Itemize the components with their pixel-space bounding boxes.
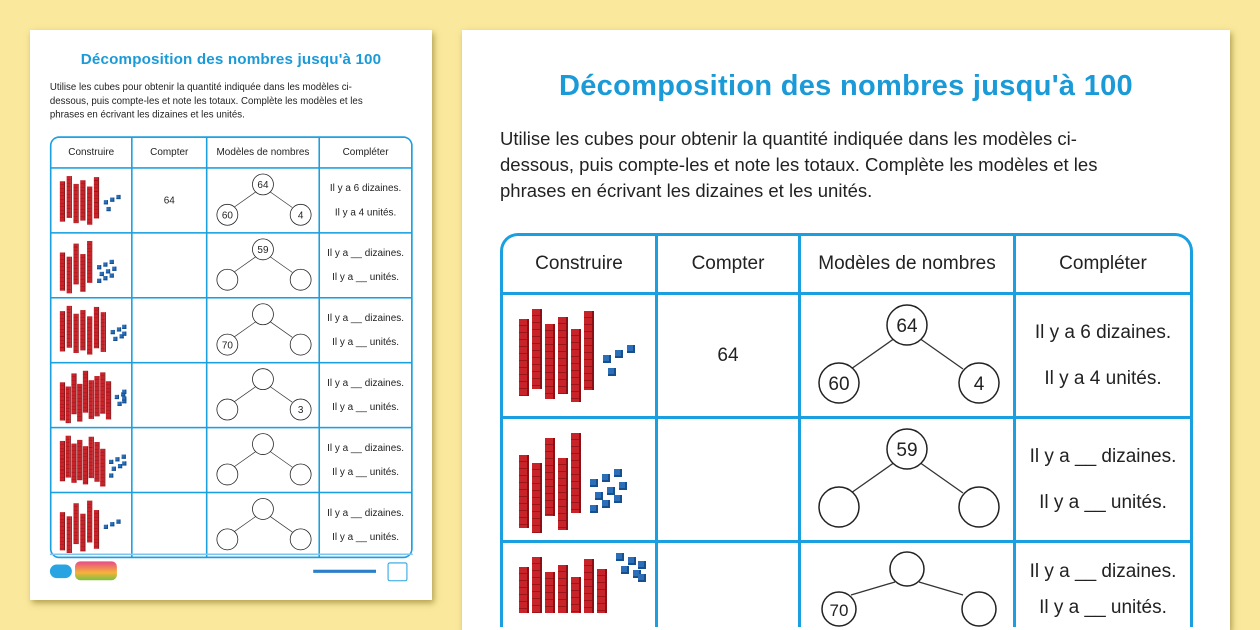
- model-value-top: 64: [257, 180, 269, 192]
- ten-rod: [80, 180, 85, 220]
- sentence-cell: [320, 428, 411, 491]
- sentence-cell: [320, 169, 411, 232]
- ten-rod: [584, 311, 594, 390]
- worksheet-table: [500, 233, 1193, 627]
- unit-cube: [614, 469, 622, 477]
- table-header: [51, 138, 411, 167]
- ten-rod: [106, 381, 111, 419]
- base-ten-blocks: [51, 169, 131, 232]
- model-value-left: 60: [828, 374, 850, 395]
- brand-logo: [50, 564, 72, 578]
- header-completer: Compléter: [1016, 236, 1190, 292]
- unit-cube: [103, 276, 107, 280]
- unit-cube: [104, 200, 108, 204]
- ten-rod: [94, 510, 99, 549]
- ten-rod: [80, 514, 85, 552]
- instructions-line: phrases en écrivant les dizaines et les unités.: [49, 108, 245, 120]
- model-circle-top: [252, 369, 273, 390]
- sentence-tens[interactable]: Il y a __ dizaines.: [327, 312, 404, 324]
- unit-cube: [112, 267, 116, 271]
- ten-rod: [545, 324, 555, 399]
- sentence-ones[interactable]: Il y a __ unités.: [332, 466, 400, 478]
- ten-rod: [545, 438, 555, 516]
- sentence-cell: [1016, 543, 1190, 627]
- model-connector: [269, 451, 292, 467]
- unit-cube: [110, 522, 114, 526]
- ten-rod: [94, 177, 99, 219]
- ten-rod: [73, 314, 78, 353]
- ten-rod: [77, 384, 82, 422]
- count-cell[interactable]: [133, 169, 206, 232]
- ten-rod: [571, 577, 581, 613]
- model-value-top: 59: [896, 440, 918, 461]
- unit-cube: [628, 557, 636, 565]
- count-cell[interactable]: [658, 419, 798, 540]
- count-cell[interactable]: [133, 428, 206, 491]
- ten-rod: [67, 176, 72, 218]
- ten-rod: [545, 572, 555, 613]
- ten-rod: [71, 444, 76, 483]
- sentence-tens[interactable]: Il y a __ dizaines.: [1029, 561, 1177, 582]
- header-compter: Compter: [133, 138, 206, 167]
- count-cell[interactable]: [658, 295, 798, 416]
- footer-link: [313, 570, 376, 573]
- part-whole-model: [207, 169, 318, 232]
- sentence-ones[interactable]: Il y a __ unités.: [1039, 491, 1167, 513]
- count-value: 64: [717, 344, 739, 366]
- ten-rod: [100, 449, 105, 487]
- model-circle-left: [217, 529, 238, 550]
- model-circle-top: [890, 552, 924, 586]
- model-circle-left: [217, 464, 238, 485]
- ten-rod: [87, 187, 92, 225]
- part-whole-model: [207, 428, 318, 491]
- model-value-right: 3: [297, 405, 304, 417]
- unit-cube: [602, 500, 610, 508]
- count-cell[interactable]: [133, 493, 206, 556]
- ten-rod: [73, 184, 78, 223]
- table-row: [503, 295, 1190, 416]
- ten-rod: [60, 441, 65, 481]
- ten-rod: [558, 317, 568, 394]
- worksheet-title: Décomposition des nombres jusqu'à 100: [80, 50, 382, 68]
- ten-rod: [519, 319, 529, 396]
- instructions-line: dessous, puis compte-les et note les totaux. Complète les modèles et les: [49, 94, 363, 106]
- header-compter: Compter: [658, 236, 798, 292]
- model-value-right: 4: [973, 374, 985, 395]
- unit-cube: [590, 479, 598, 487]
- sentence-tens[interactable]: Il y a __ dizaines.: [327, 442, 404, 454]
- model-connector: [269, 256, 292, 272]
- header-modeles: Modèles de nombres: [207, 138, 318, 167]
- unit-cube: [104, 525, 108, 529]
- count-cell[interactable]: [133, 299, 206, 362]
- ten-rod: [89, 380, 94, 419]
- unit-cube: [110, 198, 114, 202]
- table-row: [51, 169, 411, 232]
- unit-cube: [122, 455, 126, 459]
- ten-rod: [519, 455, 529, 528]
- ten-rod: [100, 372, 105, 413]
- unit-cube: [103, 262, 107, 266]
- base-ten-blocks: [51, 234, 131, 297]
- ten-rod: [558, 565, 568, 613]
- ten-rod: [73, 503, 78, 544]
- sentence-cell: [320, 363, 411, 426]
- sentence-ones[interactable]: Il y a __ unités.: [332, 271, 400, 283]
- table-row: [51, 234, 411, 297]
- model-connector: [919, 462, 963, 493]
- model-circle-left: [217, 269, 238, 290]
- ten-rod: [77, 440, 82, 480]
- unit-cube: [619, 482, 627, 490]
- unit-cube: [590, 505, 598, 513]
- unit-cube: [117, 402, 121, 406]
- checked-badge-icon: [388, 562, 408, 581]
- worksheet-preview-page-1: [30, 30, 432, 600]
- ten-rod: [87, 501, 92, 543]
- unit-cube: [638, 574, 646, 582]
- base-ten-blocks: [503, 295, 655, 416]
- ten-rod: [532, 309, 542, 389]
- ten-rod: [597, 569, 607, 613]
- worksheet: [30, 30, 432, 600]
- unit-cube: [115, 395, 119, 399]
- unit-cube: [607, 487, 615, 495]
- sentence-tens[interactable]: Il y a __ dizaines.: [327, 377, 404, 389]
- model-connector: [234, 451, 257, 467]
- model-circle-left: [217, 399, 238, 420]
- ten-rod: [60, 181, 65, 221]
- model-connector: [851, 462, 895, 493]
- model-connector: [851, 582, 895, 595]
- model-value-left: 70: [829, 601, 849, 620]
- sentence-ones[interactable]: Il y a __ unités.: [332, 336, 400, 348]
- sentence-ones[interactable]: Il y a 4 unités.: [1044, 367, 1162, 389]
- model-connector: [269, 191, 292, 207]
- instructions-line: Utilise les cubes pour obtenir la quantité indiquée dans les modèles ci-: [500, 128, 1077, 149]
- count-value: 64: [163, 194, 175, 206]
- unit-cube: [97, 279, 101, 283]
- base-ten-blocks: [51, 363, 131, 426]
- unit-cube: [116, 195, 120, 199]
- ten-rod: [94, 376, 99, 416]
- unit-cube: [627, 345, 635, 353]
- model-connector: [269, 321, 292, 337]
- unit-cube: [602, 474, 610, 482]
- header-modeles: Modèles de nombres: [801, 236, 1013, 292]
- ten-rod: [60, 512, 65, 550]
- model-connector: [919, 582, 963, 595]
- sentence-cell: [320, 299, 411, 362]
- count-cell[interactable]: [133, 234, 206, 297]
- base-ten-blocks: [51, 493, 131, 556]
- ten-rod: [60, 252, 65, 290]
- model-circle-right: [959, 487, 999, 527]
- model-circle-right: [290, 269, 311, 290]
- table-row: [51, 493, 411, 556]
- sentence-ones[interactable]: Il y a __ unités.: [332, 531, 400, 543]
- ten-rod: [66, 436, 71, 478]
- ten-rod: [80, 310, 85, 350]
- ten-rod: [67, 306, 72, 348]
- header-completer: Compléter: [320, 138, 411, 167]
- model-circle-right: [290, 529, 311, 550]
- ten-rod: [67, 257, 72, 294]
- sentence-tens[interactable]: Il y a __ dizaines.: [327, 247, 404, 259]
- sentence-cell: [320, 493, 411, 556]
- model-connector: [269, 516, 292, 532]
- unit-cube: [615, 350, 623, 358]
- model-circle-right: [962, 592, 996, 626]
- part-whole-model: [207, 363, 318, 426]
- model-connector: [851, 338, 895, 369]
- ten-rod: [532, 557, 542, 613]
- ten-rod: [80, 254, 85, 292]
- unit-cube: [616, 553, 624, 561]
- worksheet: [462, 30, 1230, 630]
- model-circle-top: [252, 434, 273, 455]
- ten-rod: [532, 463, 542, 533]
- ten-rod: [558, 458, 568, 530]
- model-connector: [234, 516, 257, 532]
- unit-cube: [122, 332, 126, 336]
- footer: [50, 554, 413, 585]
- model-value-top: 64: [896, 316, 918, 337]
- table-row: [503, 543, 1190, 627]
- unit-cube: [116, 519, 120, 523]
- sentence-tens[interactable]: Il y a __ dizaines.: [327, 507, 404, 519]
- ten-rod: [571, 433, 581, 513]
- sentence-tens[interactable]: Il y a __ dizaines.: [1029, 445, 1177, 467]
- base-ten-blocks: [51, 299, 131, 362]
- model-connector: [234, 191, 257, 207]
- worksheet-preview-page-zoomed: [462, 30, 1230, 630]
- sentence-ones[interactable]: Il y a __ unités.: [332, 401, 400, 413]
- part-whole-model: [207, 234, 318, 297]
- unit-cube: [110, 260, 114, 264]
- model-connector: [919, 338, 963, 369]
- table-row: [503, 419, 1190, 540]
- base-ten-blocks: [503, 543, 655, 627]
- ten-rod: [83, 371, 88, 413]
- unit-cube: [595, 492, 603, 500]
- part-whole-model: [801, 419, 1013, 540]
- unit-cube: [111, 330, 115, 334]
- unit-cube: [122, 325, 126, 329]
- model-circle-left: [819, 487, 859, 527]
- sentence-tens[interactable]: Il y a 6 dizaines.: [329, 182, 402, 194]
- unit-cube: [113, 337, 117, 341]
- model-circle-right: [290, 334, 311, 355]
- sentence-cell: [1016, 419, 1190, 540]
- unit-cube: [621, 566, 629, 574]
- unit-cube: [110, 273, 114, 277]
- instructions: [50, 80, 363, 121]
- table-row: [51, 428, 411, 491]
- model-connector: [269, 386, 292, 402]
- unit-cube: [97, 265, 101, 269]
- ten-rod: [101, 312, 106, 352]
- model-circle-top: [252, 499, 273, 520]
- unit-cube: [608, 368, 616, 376]
- instructions-line: dessous, puis compte-les et note les totaux. Complète les modèles et les: [500, 154, 1098, 175]
- ten-rod: [60, 311, 65, 351]
- count-cell[interactable]: [658, 543, 798, 627]
- ten-rod: [87, 241, 92, 283]
- part-whole-model: [801, 543, 1013, 627]
- model-value-top: 59: [257, 245, 269, 257]
- instructions-line: phrases en écrivant les dizaines et les unités.: [500, 180, 873, 201]
- count-cell[interactable]: [133, 363, 206, 426]
- ten-rod: [66, 387, 71, 424]
- unit-cube: [122, 390, 126, 394]
- ten-rod: [519, 567, 529, 613]
- series-logo: [75, 561, 117, 580]
- instructions-line: Utilise les cubes pour obtenir la quantité indiquée dans les modèles ci-: [49, 81, 352, 93]
- model-circle-right: [290, 464, 311, 485]
- sentence-ones[interactable]: Il y a __ unités.: [1039, 597, 1167, 618]
- header-construire: Construire: [503, 236, 655, 292]
- model-value-left: 60: [221, 210, 233, 222]
- sentence-ones[interactable]: Il y a 4 unités.: [334, 206, 397, 218]
- worksheet-title: Décomposition des nombres jusqu'à 100: [559, 70, 1133, 102]
- ten-rod: [71, 373, 76, 414]
- unit-cube: [109, 473, 113, 477]
- unit-cube: [122, 461, 126, 465]
- unit-cube: [112, 467, 116, 471]
- model-circle-top: [252, 304, 273, 325]
- table-header: [503, 236, 1190, 292]
- unit-cube: [109, 460, 113, 464]
- table-row: [51, 363, 411, 426]
- ten-rod: [94, 442, 99, 482]
- ten-rod: [67, 516, 72, 553]
- ten-rod: [60, 382, 65, 420]
- instructions: [500, 126, 1097, 204]
- unit-cube: [117, 327, 121, 331]
- model-connector: [234, 386, 257, 402]
- ten-rod: [94, 307, 99, 349]
- unit-cube: [106, 207, 110, 211]
- unit-cube: [603, 355, 611, 363]
- unit-cube: [638, 561, 646, 569]
- worksheet-table: [50, 136, 413, 558]
- ten-rod: [571, 329, 581, 402]
- ten-rod: [73, 244, 78, 285]
- ten-rod: [83, 446, 88, 484]
- unit-cube: [614, 495, 622, 503]
- model-connector: [234, 321, 257, 337]
- model-connector: [234, 256, 257, 272]
- header-construire: Construire: [51, 138, 131, 167]
- ten-rod: [87, 316, 92, 354]
- model-value-right: 4: [297, 210, 304, 222]
- table-row: [51, 299, 411, 362]
- unit-cube: [115, 457, 119, 461]
- sentence-tens[interactable]: Il y a 6 dizaines.: [1034, 321, 1172, 343]
- sentence-cell: [320, 234, 411, 297]
- base-ten-blocks: [51, 428, 131, 491]
- sentence-cell: [1016, 295, 1190, 416]
- part-whole-model: [207, 299, 318, 362]
- unit-cube: [122, 396, 126, 400]
- ten-rod: [584, 559, 594, 613]
- part-whole-model: [207, 493, 318, 556]
- part-whole-model: [801, 295, 1013, 416]
- model-value-left: 70: [221, 340, 233, 352]
- base-ten-blocks: [503, 419, 655, 540]
- ten-rod: [89, 437, 94, 479]
